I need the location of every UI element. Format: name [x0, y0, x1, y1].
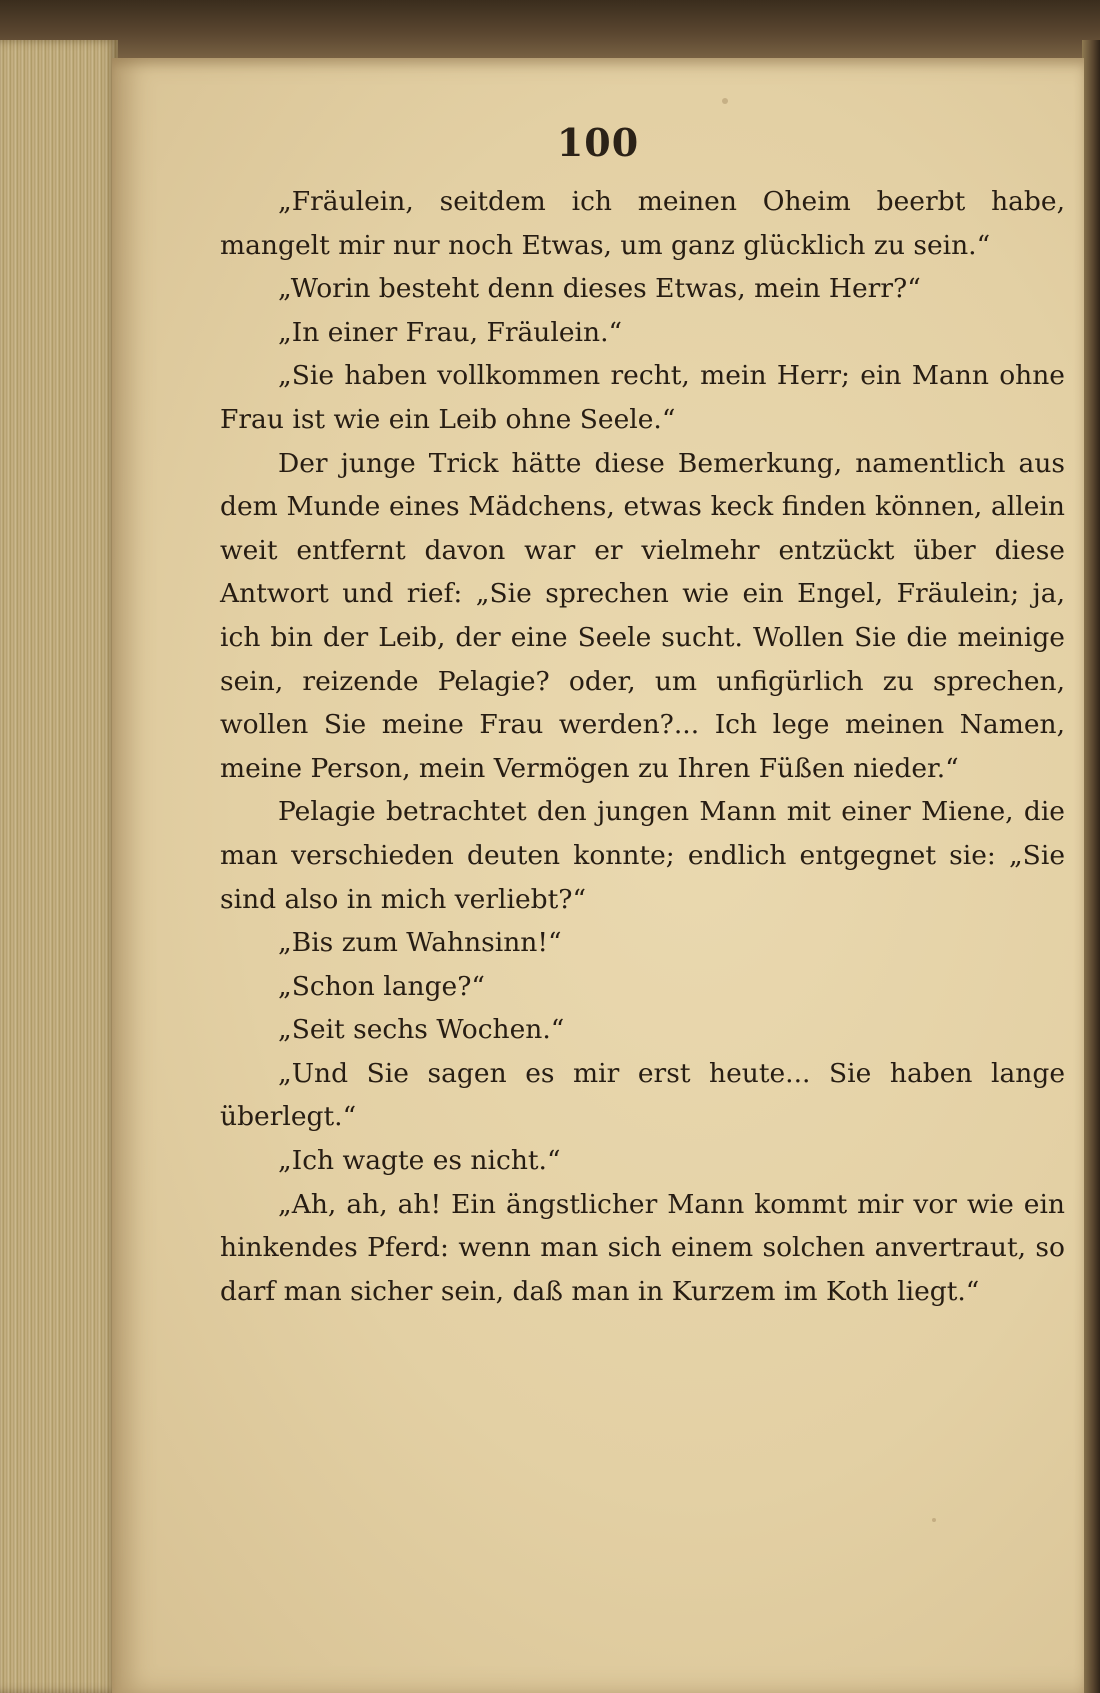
paragraph: „Sie haben vollkommen recht, mein Herr; ein Mann ohne Frau ist wie ein Leib ohne Seele.“: [220, 360, 1065, 435]
book-spine-edge: [1082, 40, 1100, 1693]
paragraph: „Bis zum Wahnsinn!“: [278, 927, 562, 959]
paper-speck: [722, 98, 728, 104]
paragraph: „Seit sechs Wochen.“: [278, 1014, 565, 1046]
paragraph: „Schon lange?“: [278, 970, 485, 1002]
page-edges: [0, 40, 118, 1693]
paragraph: „Worin besteht denn dieses Etwas, mein Herr?“: [278, 273, 921, 305]
paragraph: Der junge Trick hätte diese Bemerkung, namentlich aus dem Munde eines Mädchens, etwas keck finden können, allein weit entfernt davon war er vielmehr entzückt über diese Antwort und rief: „Sie sprechen wie ein Engel, Fräulein; ja, ich bin der Leib, der eine Seele sucht. Wollen Sie die meinige sein, reizende Pelagie? oder, um unfigürlich zu sprechen, wollen Sie meine Frau werden?... Ich lege meinen Namen, meine Person, mein Vermögen zu Ihren Füßen nieder.“: [220, 447, 1065, 784]
paragraph: „Fräulein, seitdem ich meinen Oheim beerbt habe, mangelt mir nur noch Etwas, um ganz glücklich zu sein.“: [220, 186, 1065, 261]
book-cover-top: [0, 0, 1100, 60]
paragraph: Pelagie betrachtet den jungen Mann mit einer Miene, die man verschieden deuten konnte; endlich entgegnet sie: „Sie sind also in mich verliebt?“: [220, 796, 1065, 915]
book-page: [112, 58, 1084, 1693]
paragraph: „Und Sie sagen es mir erst heute... Sie haben lange überlegt.“: [220, 1057, 1065, 1133]
body-text: [220, 180, 1065, 1313]
paper-speck: [932, 1518, 936, 1522]
paragraph: „In einer Frau, Fräulein.“: [278, 316, 623, 348]
page-number: 100: [556, 120, 640, 165]
paragraph: „Ich wagte es nicht.“: [278, 1145, 561, 1177]
paragraph: „Ah, ah, ah! Ein ängstlicher Mann kommt mir vor wie ein hinkendes Pferd: wenn man sich einem solchen anvertraut, so darf man sicher sein, daß man in Kurzem im Koth liegt.“: [220, 1188, 1065, 1307]
